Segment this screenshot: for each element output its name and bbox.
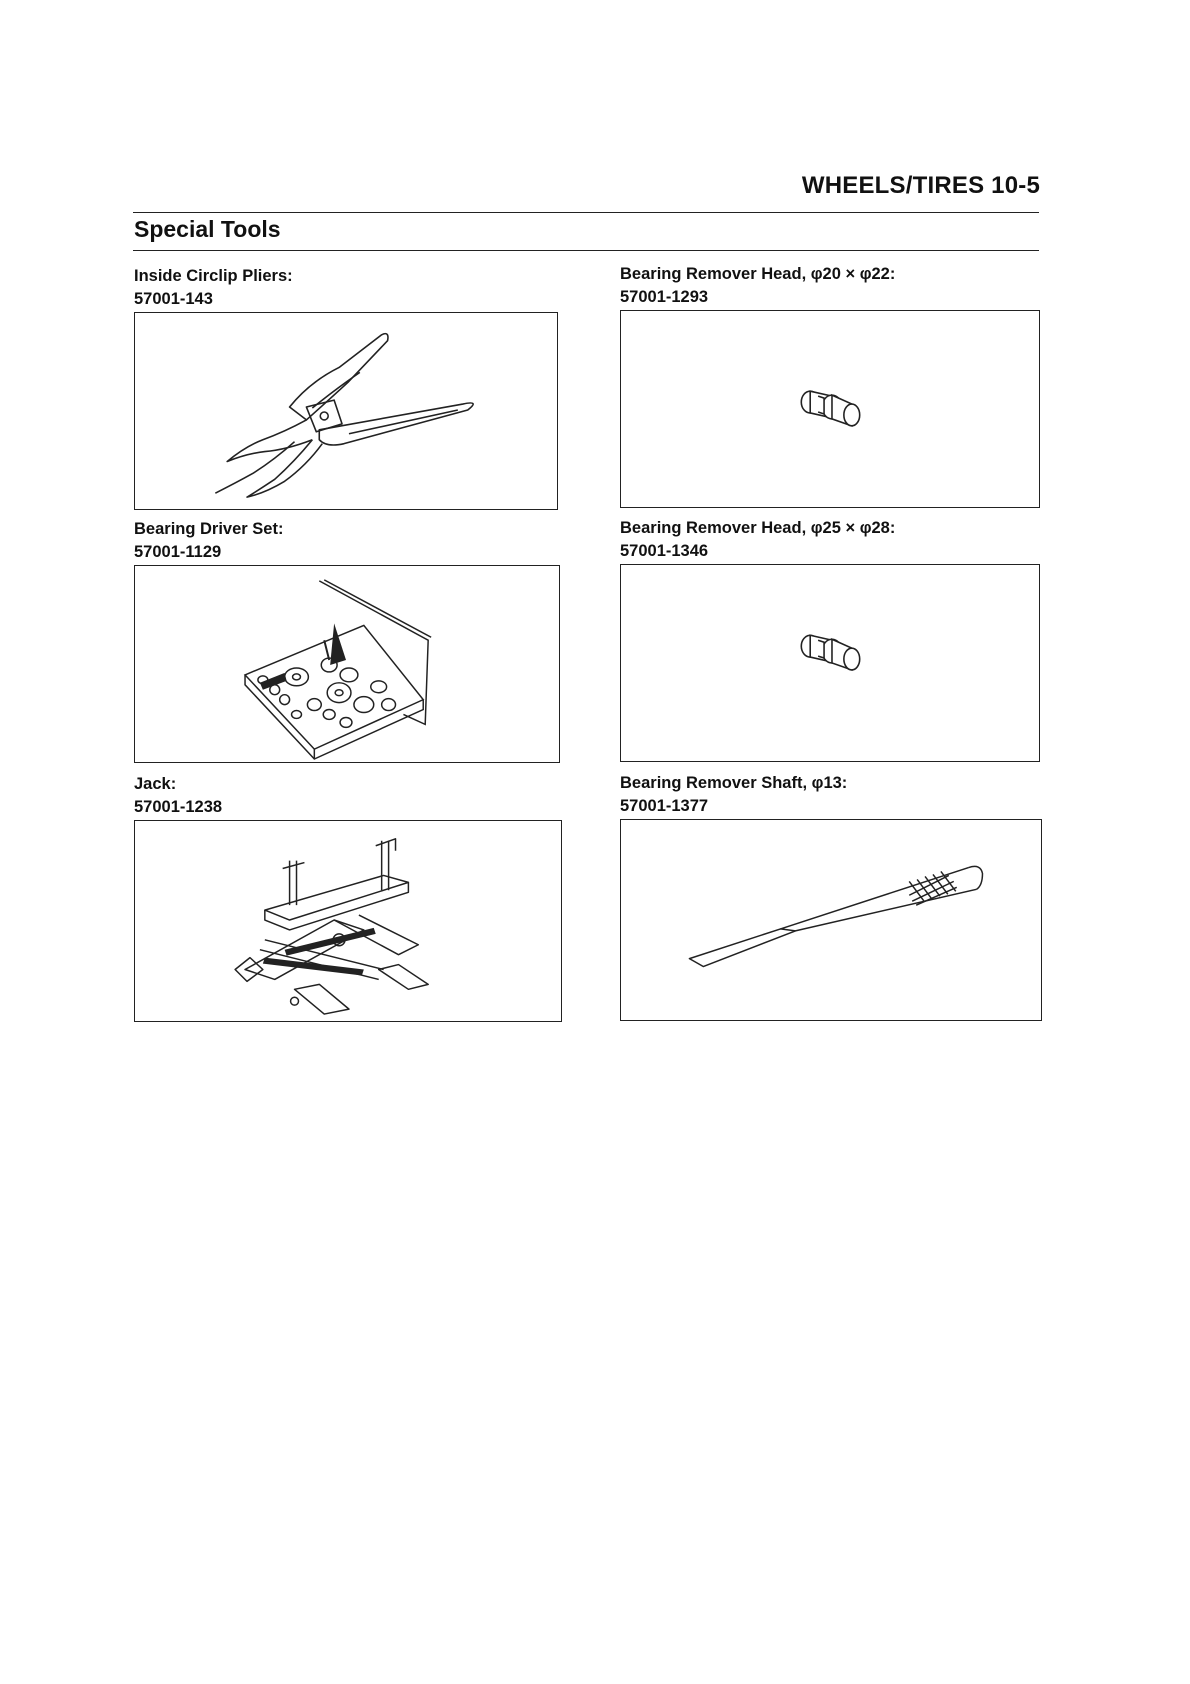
tool-illustration-frame: [620, 310, 1040, 508]
tool-part-number: 57001-1293: [620, 288, 709, 306]
bearing-driver-set-illustration: [135, 566, 559, 762]
tool-part-number: 57001-1346: [620, 542, 709, 560]
tool-name: Bearing Remover Shaft, φ13:: [620, 774, 848, 792]
tool-item-bearing-remover-head-25x28: [620, 517, 1050, 762]
bearing-remover-head-illustration: [621, 565, 1039, 761]
section-rule: [133, 250, 1039, 251]
header-rule: [133, 212, 1039, 213]
section-title: Special Tools: [134, 216, 281, 242]
tool-part-number: 57001-1377: [620, 797, 709, 815]
tool-illustration-frame: [620, 564, 1040, 762]
bearing-remover-head-illustration: [621, 311, 1039, 507]
tool-part-number: 57001-1238: [134, 798, 223, 816]
tool-illustration-frame: [134, 565, 560, 763]
bearing-remover-shaft-illustration: [621, 820, 1041, 1020]
tool-name: Bearing Remover Head, φ25 × φ28:: [620, 519, 896, 537]
tool-illustration-frame: [134, 312, 558, 510]
page-header: WHEELS/TIRES 10-5: [801, 172, 1040, 199]
tool-item-bearing-driver-set: [134, 518, 564, 763]
jack-illustration: [135, 821, 561, 1021]
tool-name: Bearing Remover Head, φ20 × φ22:: [620, 265, 896, 283]
tool-part-number: 57001-143: [134, 290, 213, 308]
tool-item-circlip-pliers: [134, 265, 564, 510]
tool-name: Bearing Driver Set:: [134, 520, 284, 538]
tool-part-number: 57001-1129: [134, 543, 222, 561]
tool-item-bearing-remover-shaft: [620, 772, 1050, 1021]
tool-name: Jack:: [134, 775, 177, 793]
circlip-pliers-illustration: [135, 313, 557, 509]
tool-item-bearing-remover-head-20x22: [620, 263, 1050, 508]
tool-illustration-frame: [134, 820, 562, 1022]
tool-illustration-frame: [620, 819, 1042, 1021]
tool-item-jack: [134, 773, 564, 1022]
tool-name: Inside Circlip Pliers:: [134, 267, 293, 285]
